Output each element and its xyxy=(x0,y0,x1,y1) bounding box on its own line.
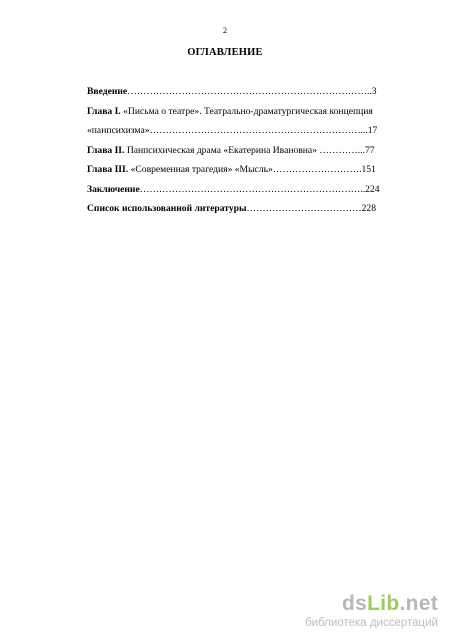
toc-entry-chapter-1 xyxy=(87,102,407,122)
watermark-logo-lib: Lib xyxy=(367,592,400,615)
toc-entry-chapter-3 xyxy=(87,160,407,180)
toc-entry-chapter-1-continued xyxy=(87,121,407,141)
toc-entry-title: Глава II. xyxy=(87,144,125,156)
toc-entry-text: «панпсихизма»…………………………………………………………...17 xyxy=(87,125,378,136)
watermark-logo xyxy=(305,593,438,615)
toc-entry-title: Глава III. xyxy=(87,164,129,175)
watermark-logo-net: .net xyxy=(399,592,438,615)
toc-entry-title: Заключение xyxy=(87,183,140,195)
toc-entry-leader: ……………………………………………………………..224 xyxy=(139,183,380,195)
toc-entry-introduction xyxy=(87,82,407,102)
page-number: 2 xyxy=(223,26,227,35)
toc-entry-text: «Письма о театре». Театрально-драматургическая концепция xyxy=(120,105,373,117)
toc-entry-title: Список использованной литературы xyxy=(87,203,247,214)
toc-entry-bibliography xyxy=(87,199,407,219)
watermark-tagline: библиотека диссертаций xyxy=(305,617,438,629)
toc-entry-conclusion xyxy=(87,180,407,200)
watermark-logo-ds: ds xyxy=(341,592,368,615)
watermark xyxy=(305,593,438,629)
toc-entry-title: Глава I. xyxy=(87,105,121,117)
table-of-contents xyxy=(87,82,407,219)
toc-entry-text: Панпсихическая драма «Екатерина Ивановна» …………...77 xyxy=(124,144,375,156)
toc-entry-leader: …………………………………………………………………..3 xyxy=(127,86,377,97)
toc-entry-title: Введение xyxy=(87,86,128,97)
toc-entry-leader: ………………………………228 xyxy=(246,203,377,214)
toc-entry-text: «Современная трагедия» «Мысль»……………………….151 xyxy=(128,164,376,175)
page-title: ОГЛАВЛЕНИЕ xyxy=(187,47,263,58)
toc-entry-chapter-2 xyxy=(87,141,407,161)
